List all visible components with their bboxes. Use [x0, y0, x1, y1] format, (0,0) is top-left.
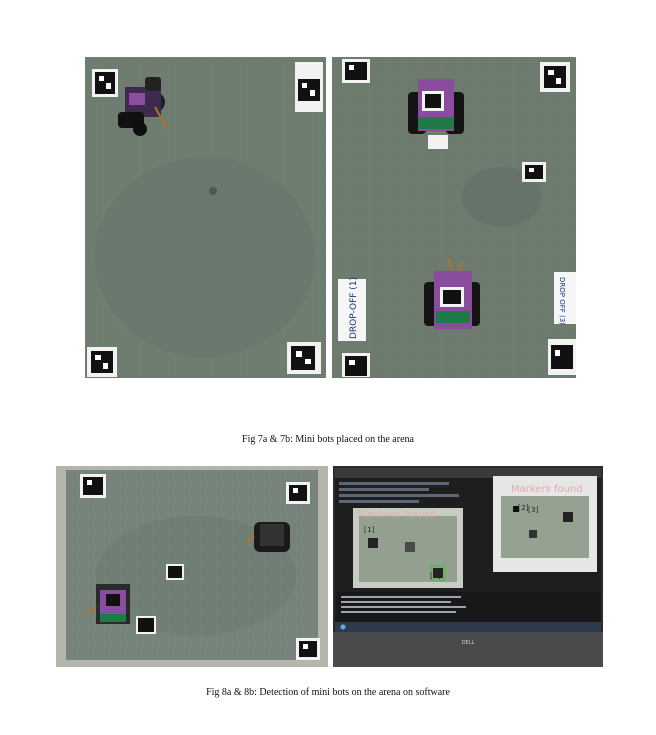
terminal-output	[335, 592, 601, 622]
figure-8-caption: Fig 8a & 8b: Detection of mini bots on the arena on software	[206, 687, 450, 698]
figure-7a	[85, 57, 326, 378]
marker-label: [1]	[363, 526, 376, 534]
figure-8a	[56, 466, 328, 667]
aruco-marker	[342, 353, 370, 377]
marker-label: [3]	[527, 506, 540, 514]
aruco-marker	[87, 347, 117, 377]
aruco-marker	[296, 638, 320, 660]
figure-8b	[333, 466, 603, 667]
aruco-marker	[342, 59, 370, 83]
aruco-marker	[548, 339, 576, 375]
aruco-marker	[522, 162, 546, 182]
drop-off-sign-3: DROP OFF (3)	[558, 277, 566, 325]
aruco-marker	[92, 69, 118, 97]
markers-found-title: Markers found	[511, 484, 583, 495]
aruco-marker	[287, 342, 321, 374]
figure-7-caption: Fig 7a & 7b: Mini bots placed on the arena	[242, 434, 414, 445]
aruco-marker	[540, 62, 570, 92]
drop-off-sign-1: DROP-OFF (1)	[349, 276, 359, 339]
marker-label: [4]	[429, 572, 442, 580]
aruco-marker	[286, 482, 310, 504]
laptop-brand-logo: DELL	[461, 640, 475, 646]
markers-found-title: Markers found	[357, 508, 436, 521]
aruco-marker	[295, 62, 323, 112]
aruco-marker	[80, 474, 106, 498]
aruco-marker	[136, 616, 156, 634]
marker-label: [2]	[517, 504, 530, 512]
aruco-marker	[166, 564, 184, 580]
figure-7b	[332, 57, 576, 378]
